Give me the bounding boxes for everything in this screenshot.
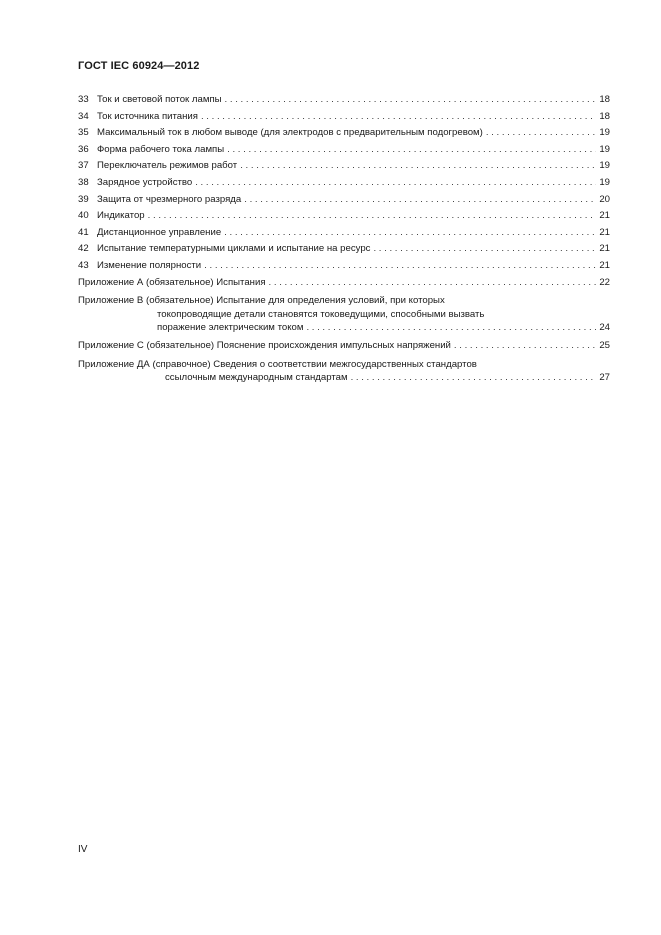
toc-entry-title: Индикатор	[97, 210, 145, 222]
toc-entry-title: Переключатель режимов работ	[97, 160, 238, 172]
toc-entry-number: 42	[78, 243, 89, 255]
toc-entry-number: 38	[78, 176, 89, 188]
toc-entry-41[interactable]	[78, 225, 610, 242]
toc-entry-page: 21	[599, 226, 610, 238]
toc-annex-title-continued: токопроводящие детали становятся токоведущими, способными вызвать	[157, 308, 485, 320]
document-header: ГОСТ IEC 60924—2012	[78, 60, 200, 72]
dot-leader	[204, 258, 596, 275]
toc-entry-number: 36	[78, 143, 89, 155]
toc-entry-number: 33	[78, 94, 89, 105]
toc-annex-title: Приложение А (обязательное) Испытания	[78, 276, 266, 288]
toc-annex-b[interactable]	[78, 294, 610, 335]
page-number: IV	[78, 844, 88, 855]
toc-annex-page: 27	[599, 372, 610, 384]
dot-leader	[373, 241, 596, 258]
toc-entry-title: Изменение полярности	[97, 259, 202, 271]
toc-entry-title: Защита от чрезмерного разряда	[97, 193, 242, 205]
toc-entry-number: 43	[78, 259, 89, 271]
toc-entry-34[interactable]	[78, 109, 610, 126]
toc-annex-c[interactable]	[78, 338, 610, 355]
dot-leader	[351, 371, 597, 385]
toc-annex-page: 24	[599, 322, 610, 334]
toc-entry-title: Испытание температурными циклами и испытание на ресурс	[97, 243, 371, 255]
toc-entry-page: 19	[599, 160, 610, 172]
toc-entry-title: Зарядное устройство	[97, 176, 193, 188]
dot-leader	[224, 225, 596, 242]
toc-entry-33[interactable]	[78, 92, 610, 109]
toc-entry-number: 35	[78, 127, 89, 139]
toc-annex-title: Приложение С (обязательное) Пояснение происхождения импульсных напряжений	[78, 339, 451, 351]
dot-leader	[225, 92, 597, 109]
toc-entry-page: 21	[599, 210, 610, 222]
toc-entry-title: Ток источника питания	[97, 110, 198, 122]
dot-leader	[244, 192, 596, 209]
toc-annex-title: Приложение ДА (справочное) Сведения о соответствии межгосударственных стандартов	[78, 358, 477, 370]
toc-annex-title-continued: поражение электрическим током	[157, 322, 304, 334]
toc-annex-page: 25	[599, 339, 610, 351]
toc-entry-number: 37	[78, 160, 89, 172]
dot-leader	[227, 142, 596, 159]
toc-entry-page: 21	[599, 259, 610, 271]
toc-entry-37[interactable]	[78, 158, 610, 175]
toc-entry-title: Форма рабочего тока лампы	[97, 143, 225, 155]
dot-leader	[240, 158, 596, 175]
toc-entry-page: 19	[599, 176, 610, 188]
table-of-contents	[78, 92, 610, 385]
toc-annex-a[interactable]	[78, 275, 610, 292]
toc-entry-page: 20	[599, 193, 610, 205]
toc-entry-page: 19	[599, 143, 610, 155]
toc-entry-title: Ток и световой поток лампы	[97, 94, 222, 105]
toc-entry-page: 18	[599, 94, 610, 105]
toc-annex-page: 22	[599, 276, 610, 288]
toc-entry-title: Дистанционное управление	[97, 226, 222, 238]
toc-entry-number: 39	[78, 193, 89, 205]
toc-annex-title: Приложение В (обязательное) Испытание для определения условий, при которых	[78, 295, 445, 307]
dot-leader	[306, 321, 596, 335]
toc-entry-43[interactable]	[78, 258, 610, 275]
toc-annex-title-continued: ссылочным международным стандартам	[165, 372, 348, 384]
toc-entry-40[interactable]	[78, 208, 610, 225]
toc-entry-page: 21	[599, 243, 610, 255]
toc-entry-38[interactable]	[78, 175, 610, 192]
dot-leader	[454, 338, 596, 355]
dot-leader	[486, 125, 596, 142]
toc-entry-42[interactable]	[78, 241, 610, 258]
dot-leader	[269, 275, 597, 292]
toc-entry-number: 40	[78, 210, 89, 222]
toc-entry-number: 34	[78, 110, 89, 122]
toc-entry-page: 19	[599, 127, 610, 139]
toc-entry-number: 41	[78, 226, 89, 238]
toc-entry-title: Максимальный ток в любом выводе (для электродов с предварительным подогревом)	[97, 127, 483, 139]
toc-entry-page: 18	[599, 110, 610, 122]
toc-entry-35[interactable]	[78, 125, 610, 142]
dot-leader	[201, 109, 596, 126]
toc-entry-36[interactable]	[78, 142, 610, 159]
dot-leader	[148, 208, 597, 225]
toc-annex-da[interactable]	[78, 358, 610, 385]
dot-leader	[195, 175, 596, 192]
toc-entry-39[interactable]	[78, 192, 610, 209]
